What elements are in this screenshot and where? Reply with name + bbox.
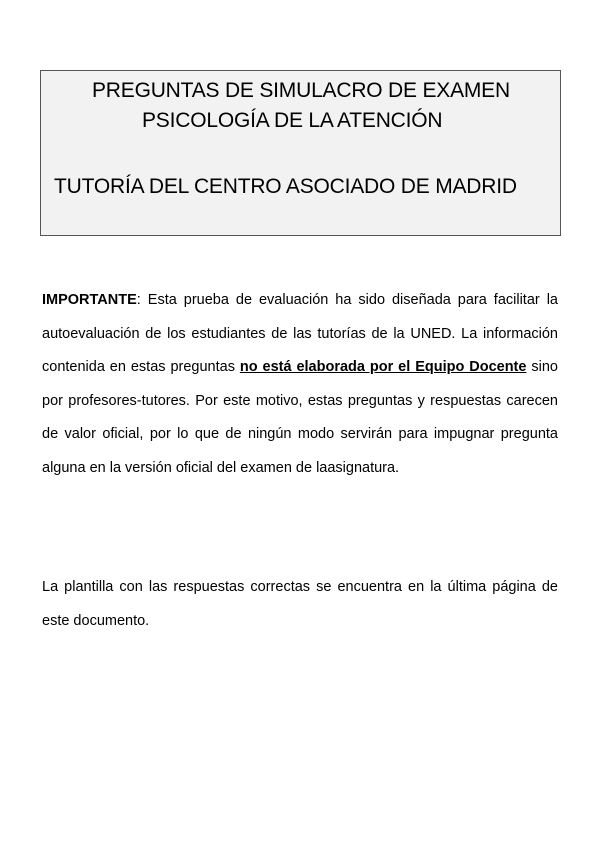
- tutoring-center-title: TUTORÍA DEL CENTRO ASOCIADO DE MADRID: [54, 175, 517, 198]
- answer-template-note: La plantilla con las respuestas correctas se encuentra en la última página de este documento.: [42, 579, 558, 629]
- exam-title: PREGUNTAS DE SIMULACRO DE EXAMEN: [92, 79, 510, 102]
- notice-emphasis: no está elaborada por el Equipo Docente: [239, 359, 527, 375]
- important-label: IMPORTANTE: [42, 292, 137, 308]
- notice-text-part2: sino por profesores-tutores. Por este motivo, estas preguntas y respuestas carecen de valor oficial, por lo que de ningún modo servirán para impugnar pregunta alguna en la versión oficial del examen de laasignatura.: [42, 359, 558, 476]
- subject-title: PSICOLOGÍA DE LA ATENCIÓN: [142, 109, 443, 132]
- title-box: [40, 70, 561, 236]
- important-notice: [42, 284, 558, 485]
- notice-text-part1: : Esta prueba de evaluación ha sido diseñada para facilitar la autoevaluación de los estudiantes de las tutorías de la UNED. La información contenida en estas preguntas: [42, 292, 558, 375]
